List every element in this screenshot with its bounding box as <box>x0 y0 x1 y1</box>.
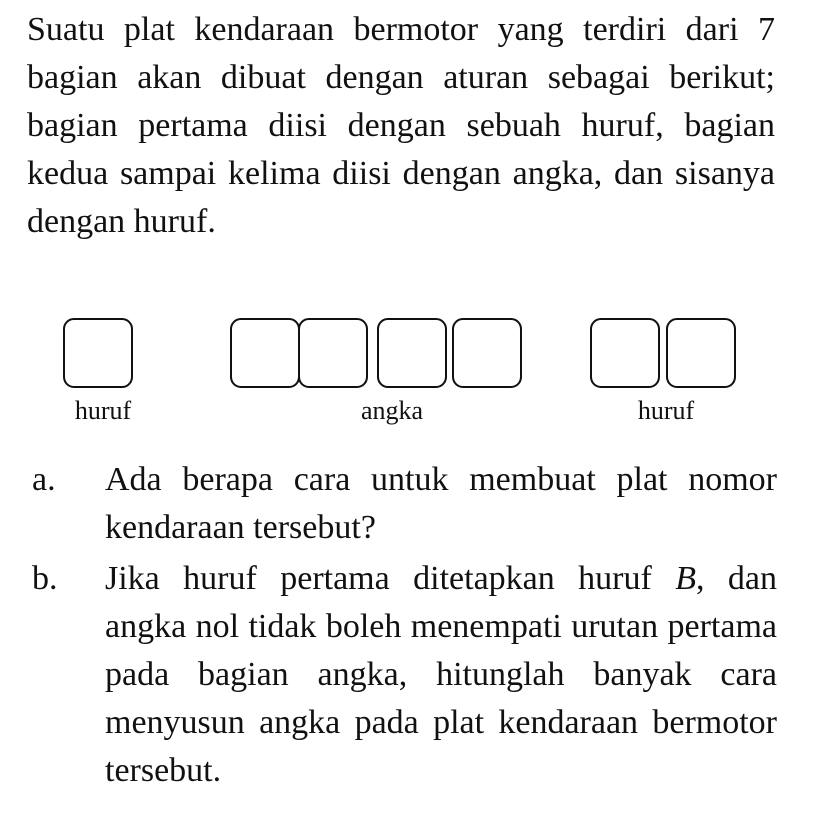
plate-box-digit-1 <box>230 318 300 388</box>
question-b-text <box>105 555 777 795</box>
license-plate-diagram <box>0 318 815 390</box>
question-b-text-after: , dan angka nol tidak boleh menempati urutan pertama pada bagian angka, hitunglah banyak cara menyusun angka pada plat kendaraan bermotor tersebut. <box>105 560 778 789</box>
question-a-text: Ada berapa cara untuk membuat plat nomor kendaraan tersebut? <box>105 461 777 546</box>
group-label-angka: angka <box>360 396 424 425</box>
plate-box-digit-4 <box>452 318 522 388</box>
problem-intro: Suatu plat kendaraan bermotor yang terdiri dari 7 bagian akan dibuat dengan aturan sebagai berikut; bagian pertama diisi dengan sebuah huruf, bagian kedua sampai kelima diisi dengan angka, dan sisanya dengan huruf. <box>27 11 775 240</box>
plate-box-letter-3 <box>666 318 736 388</box>
question-b <box>32 555 777 795</box>
question-b-label: b. <box>32 560 58 597</box>
question-a-label: a. <box>32 461 56 498</box>
plate-box-digit-2 <box>298 318 368 388</box>
group-label-huruf-1: huruf <box>74 396 132 425</box>
group-label-huruf-2: huruf <box>637 396 695 425</box>
question-b-emphasis: B <box>675 560 696 597</box>
question-b-text-before: Jika huruf pertama ditetapkan huruf <box>105 560 676 597</box>
plate-box-digit-3 <box>377 318 447 388</box>
question-a <box>32 456 777 552</box>
plate-box-letter-2 <box>590 318 660 388</box>
plate-box-letter-1 <box>63 318 133 388</box>
